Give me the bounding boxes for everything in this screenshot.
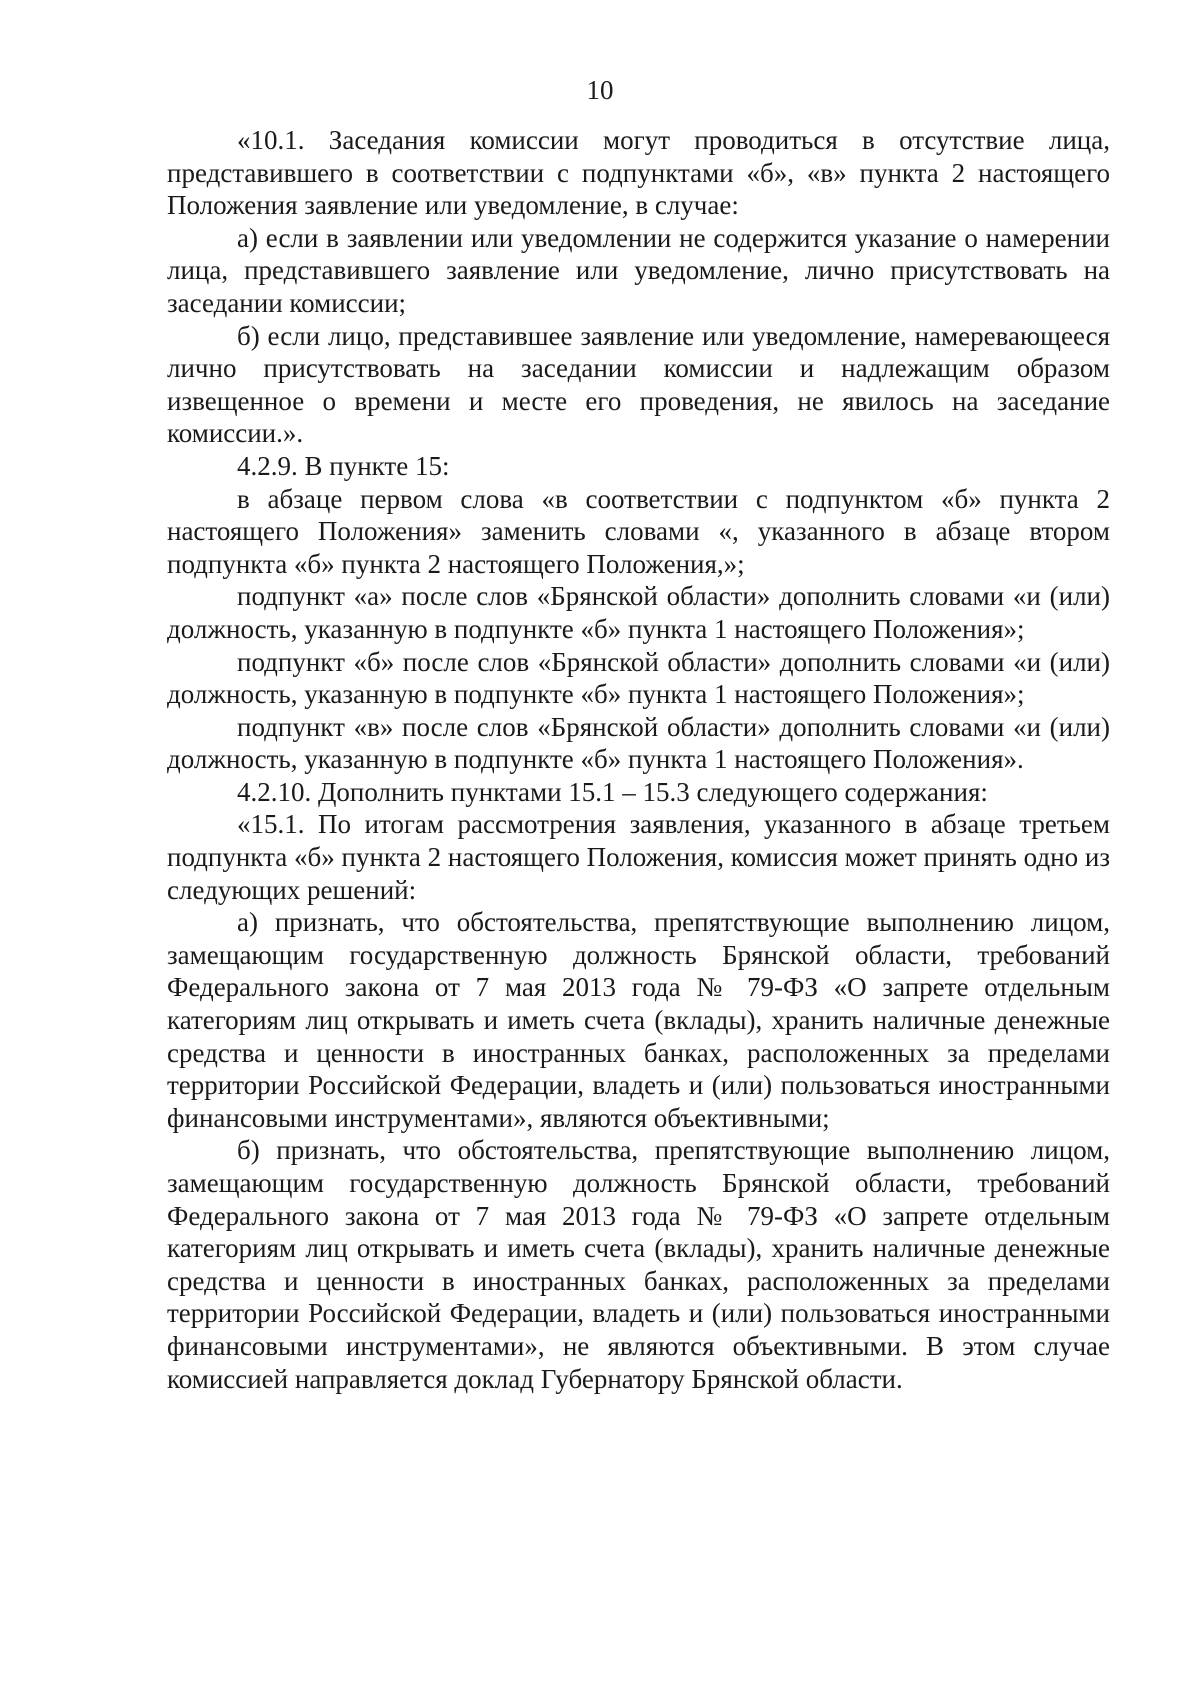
paragraph-10-1-b: б) если лицо, представившее заявление или уведомление, намеревающееся лично присутствовать на заседании комиссии и надлежащим образом извещенное о времени и месте его проведения, не явилось на заседание комиссии.».	[167, 320, 1110, 449]
paragraph-15-1-intro: «15.1. По итогам рассмотрения заявления, указанного в абзаце третьем подпункта «б» пункта 2 настоящего Положения, комиссия может принять одно из следующих решений:	[167, 809, 1110, 905]
document-body	[167, 124, 1110, 1395]
paragraph-15-1-a: а) признать, что обстоятельства, препятствующие выполнению лицом, замещающим государственную должность Брянской области, требований Федерального закона от 7 мая 2013 года № 79-ФЗ «О запрете отдельным категориям лиц открывать и иметь счета (вклады), хранить наличные денежные средства и ценности в иностранных банках, расположенных за пределами территории Российской Федерации, владеть и (или) пользоваться иностранными финансовыми инструментами», являются объективными;	[167, 907, 1110, 1133]
paragraph-4-2-9: 4.2.9. В пункте 15:	[237, 450, 450, 481]
paragraph-10-1-intro: «10.1. Заседания комиссии могут проводиться в отсутствие лица, представившего в соответствии с подпунктами «б», «в» пункта 2 настоящего Положения заявление или уведомление, в случае:	[167, 125, 1110, 221]
paragraph-15-subpoint-a: подпункт «а» после слов «Брянской области» дополнить словами «и (или) должность, указанную в подпункте «б» пункта 1 настоящего Положения»;	[167, 581, 1110, 644]
paragraph-4-2-10: 4.2.10. Дополнить пунктами 15.1 – 15.3 следующего содержания:	[237, 776, 988, 807]
paragraph-15-first-abzac: в абзаце первом слова «в соответствии с подпунктом «б» пункта 2 настоящего Положения» заменить словами «, указанного в абзаце втором подпункта «б» пункта 2 настоящего Положения,»;	[167, 483, 1110, 579]
paragraph-15-1-b: б) признать, что обстоятельства, препятствующие выполнению лицом, замещающим государственную должность Брянской области, требований Федерального закона от 7 мая 2013 года № 79-ФЗ «О запрете отдельным категориям лиц открывать и иметь счета (вклады), хранить наличные денежные средства и ценности в иностранных банках, расположенных за пределами территории Российской Федерации, владеть и (или) пользоваться иностранными финансовыми инструментами», не являются объективными. В этом случае комиссией направляется доклад Губернатору Брянской области.	[167, 1135, 1110, 1394]
paragraph-15-subpoint-b: подпункт «б» после слов «Брянской области» дополнить словами «и (или) должность, указанную в подпункте «б» пункта 1 настоящего Положения»;	[167, 646, 1110, 710]
paragraph-15-subpoint-v: подпункт «в» после слов «Брянской области» дополнить словами «и (или) должность, указанную в подпункте «б» пункта 1 настоящего Положения».	[167, 711, 1110, 775]
paragraph-10-1-a: а) если в заявлении или уведомлении не содержится указание о намерении лица, представившего заявление или уведомление, лично присутствовать на заседании комиссии;	[167, 222, 1110, 318]
page-number: 10	[586, 75, 614, 105]
